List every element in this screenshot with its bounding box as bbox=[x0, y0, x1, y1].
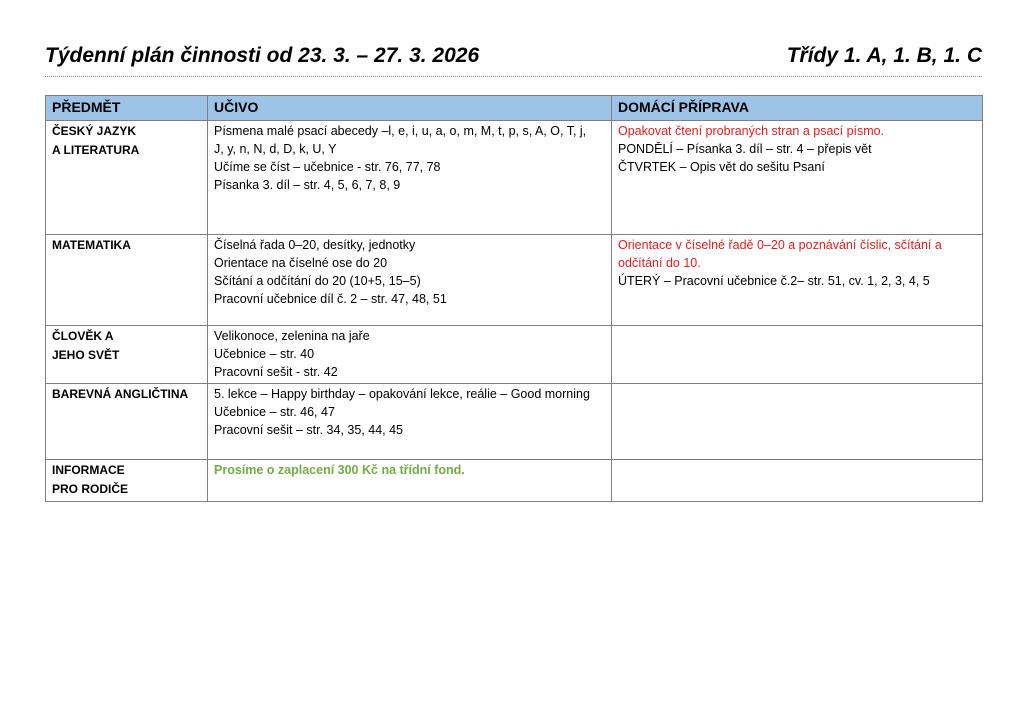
page-header bbox=[45, 44, 982, 68]
column-header-content: UČIVO bbox=[208, 96, 612, 121]
table-row-math bbox=[46, 235, 983, 326]
content-line: Učebnice – str. 46, 47 bbox=[214, 405, 335, 419]
subject-cell bbox=[46, 121, 208, 235]
parents-notice: Prosíme o zaplacení 300 Kč na třídní fond. bbox=[214, 463, 465, 477]
subject-line: A LITERATURA bbox=[52, 143, 140, 157]
homework-highlight: Opakovat čtení probraných stran a psací písmo. bbox=[618, 124, 885, 138]
content-cell bbox=[208, 384, 612, 460]
table-row-parents-info bbox=[46, 460, 983, 502]
table-row-czech bbox=[46, 121, 983, 235]
homework-line: ČTVRTEK – Opis vět do sešitu Psaní bbox=[618, 160, 825, 174]
subject-line: JEHO SVĚT bbox=[52, 348, 120, 362]
subject-line: INFORMACE bbox=[52, 463, 125, 477]
subject-cell bbox=[46, 235, 208, 326]
table-row-world bbox=[46, 326, 983, 384]
table-row-english bbox=[46, 384, 983, 460]
subject-cell bbox=[46, 384, 208, 460]
homework-cell bbox=[612, 326, 983, 384]
content-line: J, y, n, N, d, D, k, U, Y bbox=[214, 142, 337, 156]
homework-highlight: Orientace v číselné řadě 0–20 a poznávání číslic, sčítání a odčítání do 10. bbox=[618, 238, 942, 270]
column-header-subject: PŘEDMĚT bbox=[46, 96, 208, 121]
content-cell bbox=[208, 121, 612, 235]
column-header-homework: DOMÁCÍ PŘÍPRAVA bbox=[612, 96, 983, 121]
content-line: Číselná řada 0–20, desítky, jednotky bbox=[214, 238, 416, 252]
subject-cell bbox=[46, 326, 208, 384]
subject-line: BAREVNÁ ANGLIČTINA bbox=[52, 387, 189, 401]
content-line: 5. lekce – Happy birthday – opakování lekce, reálie – Good morning bbox=[214, 387, 590, 401]
table-header-row bbox=[46, 96, 983, 121]
classes-label: Třídy 1. A, 1. B, 1. C bbox=[786, 44, 982, 67]
content-line: Písanka 3. díl – str. 4, 5, 6, 7, 8, 9 bbox=[214, 178, 401, 192]
content-cell bbox=[208, 460, 612, 502]
subject-cell bbox=[46, 460, 208, 502]
content-line: Učíme se číst – učebnice - str. 76, 77, 78 bbox=[214, 160, 441, 174]
homework-cell bbox=[612, 235, 983, 326]
content-line: Pracovní učebnice díl č. 2 – str. 47, 48, 51 bbox=[214, 292, 447, 306]
subject-line: ČLOVĚK A bbox=[52, 329, 114, 343]
homework-cell bbox=[612, 121, 983, 235]
content-cell bbox=[208, 326, 612, 384]
page-title: Týdenní plán činnosti od 23. 3. – 27. 3. 2026 bbox=[45, 44, 480, 67]
content-line: Pracovní sešit – str. 34, 35, 44, 45 bbox=[214, 423, 403, 437]
content-line: Sčítání a odčítání do 20 (10+5, 15–5) bbox=[214, 274, 421, 288]
homework-cell bbox=[612, 460, 983, 502]
content-line: Pracovní sešit - str. 42 bbox=[214, 365, 338, 379]
content-line: Písmena malé psací abecedy –l, e, i, u, a, o, m, M, t, p, s, A, O, T, j, bbox=[214, 124, 587, 138]
content-cell bbox=[208, 235, 612, 326]
subject-line: PRO RODIČE bbox=[52, 482, 129, 496]
homework-cell bbox=[612, 384, 983, 460]
header-divider bbox=[45, 76, 982, 77]
subject-line: ČESKÝ JAZYK bbox=[52, 124, 137, 138]
weekly-plan-table bbox=[45, 95, 983, 502]
content-line: Učebnice – str. 40 bbox=[214, 347, 315, 361]
homework-line: ÚTERÝ – Pracovní učebnice č.2– str. 51, cv. 1, 2, 3, 4, 5 bbox=[618, 274, 930, 288]
content-line: Orientace na číselné ose do 20 bbox=[214, 256, 388, 270]
content-line: Velikonoce, zelenina na jaře bbox=[214, 329, 370, 343]
subject-line: MATEMATIKA bbox=[52, 238, 131, 252]
homework-line: PONDĚLÍ – Písanka 3. díl – str. 4 – přepis vět bbox=[618, 142, 872, 156]
